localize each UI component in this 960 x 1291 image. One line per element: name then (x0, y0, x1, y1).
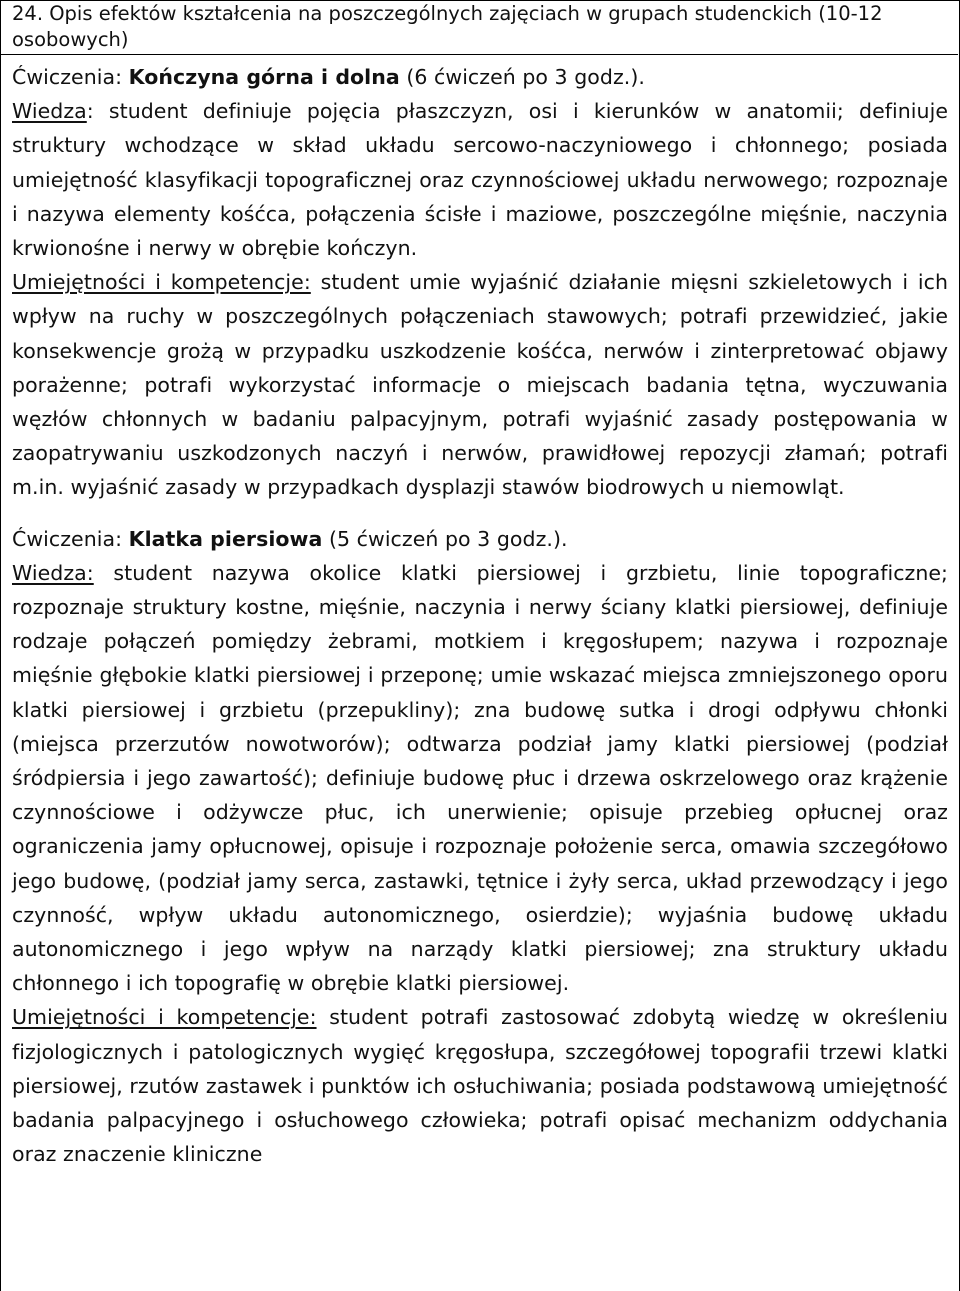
skills-text: student potrafi zastosować zdobytą wiedzę w określeniu fizjologicznych i patologicznych wygięć kręgosłupa, szczegółowej topografii trzewi klatki piersiowej, rzutów zastawek i punktów ich osłuchiwania; posiada podstawową umiejętność badania palpacyjnego i osłuchowego człowieka; potrafi opisać mechanizm oddychania oraz znaczenie kliniczne (12, 1005, 949, 1167)
exercise-heading-thorax (12, 522, 948, 556)
knowledge-text: student nazywa okolice klatki piersiowej i grzbietu, linie topograficzne; rozpoznaje struktury kostne, mięśnie, naczynia i nerwy ściany klatki piersiowej, definiuje rodzaje połączeń pomiędzy żebrami, motkiem i kręgosłupem; nazywa i rozpoznaje mięśnie głębokie klatki piersiowej i przeponę; umie wskazać miejsca zmniejszonego oporu klatki piersiowej i grzbietu (przepukliny); zna budowę sutka i drogi odpływu chłonki (miejsca przerzutów nowotworów); odtwarza podział jamy klatki piersiowej (podział śródpiersia i jego zawartość); definiuje budowę płuc i drzewa oskrzelowego oraz krążenie czynnościowe i odżywcze płuc, ich unerwienie; opisuje przebieg opłucnej oraz ograniczenia jamy opłucnowej, opisuje i rozpoznaje położenie serca, omawia szczegółowo jego budowę, (podział jamy serca, zastawki, tętnice i żyły serca, układ przewodzący i jego czynność, wpływ układu autonomicznego, osierdzie); wyjaśnia budowę układu autonomicznego i jego wpływ na narządy klatki piersiowej; zna struktury układu chłonnego i ich topografię w obrębie klatki piersiowej. (12, 560, 948, 996)
document-body (12, 60, 948, 1172)
skills-paragraph-limbs (12, 265, 948, 504)
exercise-suffix: (5 ćwiczeń po 3 godz.). (322, 526, 568, 551)
exercise-prefix: Ćwiczenia: (12, 65, 129, 89)
exercise-topic: Kończyna górna i dolna (128, 65, 400, 89)
skills-text: student umie wyjaśnić działanie mięsni szkieletowych i ich wpływ na ruchy w poszczególnych połączeniach stawowych; potrafi przewidzieć, jakie konsekwencje grożą w przypadku uszkodzenie kośćca, nerwów i zinterpretować objawy porażenne; potrafi wykorzystać informacje o miejscach badania tętna, wyczuwania węzłów chłonnych w badaniu palpacyjnym, potrafi wyjaśnić zasady postępowania w zaopatrywaniu uszkodzonych naczyń i nerwów, prawidłowej repozycji złamań; potrafi m.in. wyjaśnić zasady w przypadkach dysplazji stawów biodrowych u niemowląt. (12, 270, 948, 500)
knowledge-label: Wiedza (12, 99, 87, 124)
skills-label: Umiejętności i kompetencje: (12, 1005, 317, 1030)
exercise-suffix: (6 ćwiczeń po 3 godz.). (399, 65, 645, 89)
knowledge-paragraph-thorax (12, 556, 948, 1001)
header-title: 24. Opis efektów kształcenia na poszczególnych zajęciach w grupach studenckich (10-12 osobowych) (12, 2, 883, 51)
skills-label: Umiejętności i kompetencje: (12, 270, 311, 295)
section-header (0, 0, 958, 55)
exercise-topic: Klatka piersiowa (128, 526, 323, 551)
exercise-heading-limbs (12, 60, 948, 94)
knowledge-label: Wiedza: (12, 560, 94, 585)
skills-paragraph-thorax (12, 1000, 948, 1171)
knowledge-paragraph-limbs (12, 94, 948, 265)
knowledge-text: : student definiuje pojęcia płaszczyzn, osi i kierunków w anatomii; definiuje struktury wchodzące w skład układu sercowo-naczyniowego i chłonnego; posiada umiejętność klasyfikacji topograficznej oraz czynnościowej układu nerwowego; rozpoznaje i nazywa elementy kośćca, połączenia ścisłe i maziowe, poszczególne mięśnie, naczynia krwionośne i nerwy w obrębie kończyn. (12, 99, 948, 261)
section-spacer (12, 505, 948, 522)
exercise-prefix: Ćwiczenia: (12, 526, 129, 551)
